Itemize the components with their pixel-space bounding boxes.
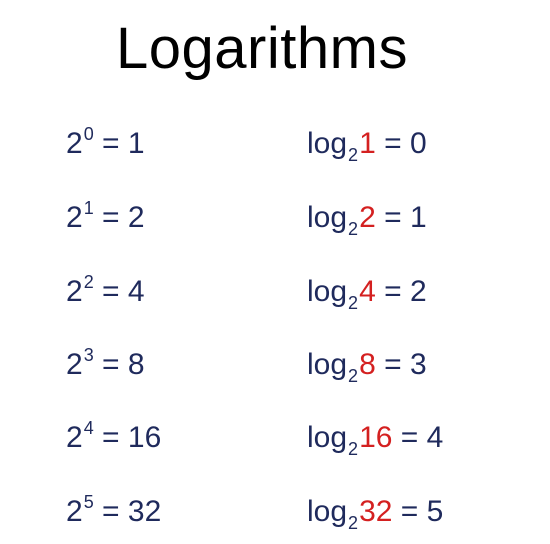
exp-base: 2 xyxy=(66,495,83,528)
log-base: 2 xyxy=(348,366,359,386)
equation-row-0 xyxy=(0,122,550,172)
exp-power: 2 xyxy=(83,272,94,292)
exp-power: 4 xyxy=(83,418,94,438)
exp-result: = 8 xyxy=(93,348,145,381)
exponential-equation xyxy=(66,490,161,534)
exp-power: 5 xyxy=(83,492,94,512)
exponential-equation xyxy=(66,416,161,460)
log-argument: 8 xyxy=(359,348,376,381)
log-result: = 5 xyxy=(392,495,444,528)
log-word: log xyxy=(307,495,348,528)
log-word: log xyxy=(307,275,348,308)
log-argument: 32 xyxy=(359,495,393,528)
log-argument: 16 xyxy=(359,421,393,454)
exp-result: = 1 xyxy=(93,127,145,160)
log-result: = 3 xyxy=(375,348,427,381)
log-base: 2 xyxy=(348,293,359,313)
log-word: log xyxy=(307,348,348,381)
exp-result: = 2 xyxy=(93,201,145,234)
exp-base: 2 xyxy=(66,201,83,234)
log-argument: 1 xyxy=(359,127,376,160)
log-base: 2 xyxy=(348,439,359,459)
log-word: log xyxy=(307,127,348,160)
logarithm-equation xyxy=(307,122,427,166)
exp-base: 2 xyxy=(66,127,83,160)
logarithm-equation xyxy=(307,270,427,314)
log-base: 2 xyxy=(348,145,359,165)
exp-base: 2 xyxy=(66,348,83,381)
exp-power: 3 xyxy=(83,345,94,365)
exponential-equation xyxy=(66,270,145,314)
equation-row-4 xyxy=(0,416,550,466)
log-result: = 2 xyxy=(375,275,427,308)
log-result: = 0 xyxy=(375,127,427,160)
exponential-equation xyxy=(66,196,145,240)
equation-row-5 xyxy=(0,490,550,540)
exp-result: = 4 xyxy=(93,275,145,308)
logarithm-equation xyxy=(307,343,427,387)
exp-result: = 16 xyxy=(93,421,162,454)
log-word: log xyxy=(307,201,348,234)
exponential-equation xyxy=(66,343,145,387)
log-word: log xyxy=(307,421,348,454)
log-argument: 2 xyxy=(359,201,376,234)
equation-row-1 xyxy=(0,196,550,246)
equation-row-2 xyxy=(0,270,550,320)
slide-title: Logarithms xyxy=(116,16,408,81)
log-base: 2 xyxy=(348,219,359,239)
exp-power: 1 xyxy=(83,198,94,218)
exponential-equation xyxy=(66,122,145,166)
equation-row-3 xyxy=(0,343,550,393)
log-base: 2 xyxy=(348,513,359,533)
exp-power: 0 xyxy=(83,124,94,144)
logarithm-equation xyxy=(307,196,427,240)
log-argument: 4 xyxy=(359,275,376,308)
exp-result: = 32 xyxy=(93,495,162,528)
exp-base: 2 xyxy=(66,275,83,308)
log-result: = 1 xyxy=(375,201,427,234)
logarithm-equation xyxy=(307,416,443,460)
log-result: = 4 xyxy=(392,421,444,454)
logarithm-equation xyxy=(307,490,443,534)
exp-base: 2 xyxy=(66,421,83,454)
